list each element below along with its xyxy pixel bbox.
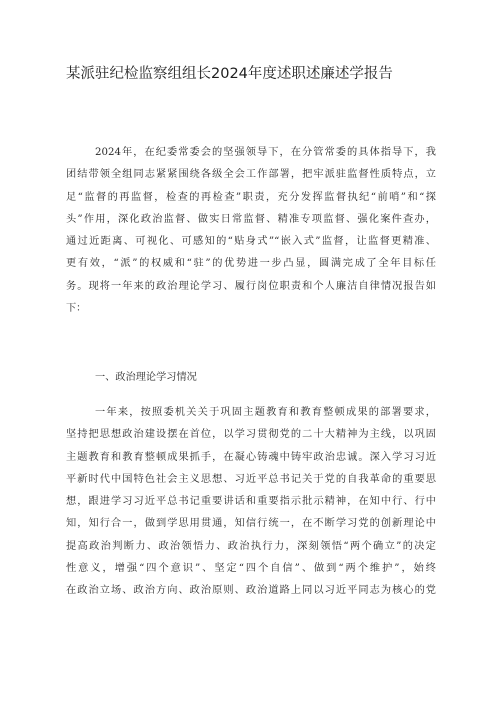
paragraph-line: 务。现将一年来的政治理论学习、履行岗位职责和个人廉洁自律情况报告如	[66, 280, 436, 292]
paragraph-line: 在政治立场、政治方向、政治原则、政治道路上同以习近平同志为核心的党	[66, 585, 436, 597]
paragraph-line: 想，跟进学习习近平总书记重要讲话和重要指示批示精神，在知中行、行中	[66, 496, 436, 508]
paragraph-line: 足“监督的再监督，检查的再检查”职责，充分发挥监督执纪“前哨”和“探	[66, 191, 436, 203]
study-paragraph	[66, 402, 436, 603]
intro-paragraph	[66, 142, 436, 320]
paragraph-line: 下：	[66, 303, 87, 315]
paragraph-line: 头”作用，深化政治监督、做实日常监督、精准专项监督、强化案件查办，	[66, 213, 436, 225]
paragraph-line: 团结带领全组同志紧紧围绕各级全会工作部署，把牢派驻监督性质特点，立	[66, 169, 436, 181]
paragraph-line: 提高政治判断力、政治领悟力、政治执行力，深刻领悟“两个确立”的决定	[66, 540, 436, 552]
paragraph-line: 性意义，增强“四个意识”、坚定“四个自信”、做到“两个维护”，始终	[66, 563, 436, 575]
paragraph-line: 通过近距离、可视化、可感知的“贴身式”“嵌入式”监督，让监督更精准、	[66, 236, 436, 248]
paragraph-line: 坚持把思想政治建设摆在首位，以学习贯彻党的二十大精神为主线，以巩固	[66, 429, 436, 441]
paragraph-line: 更有效，“派”的权威和“驻”的优势进一步凸显，圆满完成了全年目标任	[66, 258, 436, 270]
paragraph-line: 一年来，按照委机关关于巩固主题教育和教育整顿成果的部署要求，	[95, 407, 436, 418]
document-title: 某派驻纪检监察组组长2024年度述职述廉述学报告	[66, 66, 393, 82]
paragraph-line: 平新时代中国特色社会主义思想、习近平总书记关于党的自我革命的重要思	[66, 473, 436, 485]
paragraph-line: 知，知行合一，做到学思用贯通，知信行统一，在不断学习党的创新理论中	[66, 518, 436, 530]
section-heading: 一、政治理论学习情况	[95, 372, 197, 383]
paragraph-line: 主题教育和教育整顿成果抓手，在凝心铸魂中铸牢政治忠诚。深入学习习近	[66, 451, 436, 463]
paragraph-line: 2024年，在纪委常委会的坚强领导下，在分管常委的具体指导下，我	[95, 147, 436, 158]
